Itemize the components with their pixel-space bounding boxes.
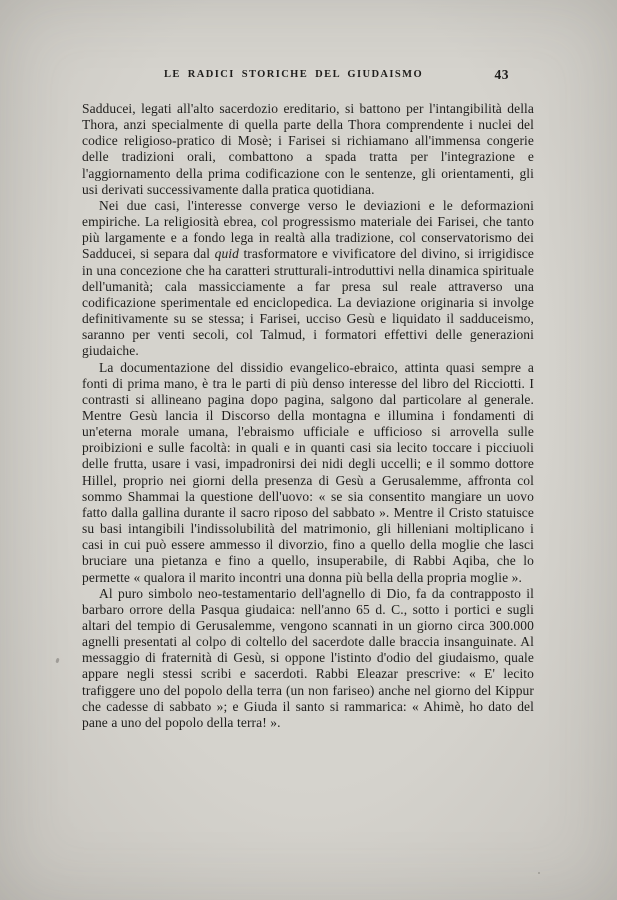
scan-speck — [55, 658, 59, 664]
header-title: LE RADICI STORICHE DEL GIUDAISMO — [163, 69, 424, 80]
paragraph-3-text: La documentazione del dissidio evangelico-ebraico, attinta quasi sempre a fonti di prima mano, è tra le parti di più denso interesse del libro del Ricciotti. I contrasti si allineano pagina dopo pagina, salgono dal particolare al generale. Mentre Gesù lancia il Discorso della montagna e illumina i fondamenti di un'eterna morale umana, l'ebraismo ufficiale e ufficioso si arrovella sulle proibizioni e sulle facoltà: in quali e in quanti casi sia lecito toccare i picciuoli delle frutta, usare i vasi, impadronirsi dei nidi degli uccelli; e il sommo dottore Hillel, proprio nei giorni della presenza di Gesù a Gerusalemme, affronta col sommo Shammai la questione dell'uovo: « se sia consentito mangiare un uovo fatto dalla gallina durante il sacro riposo del sabbato ». Mentre il Cristo statuisce su basi intangibili l'indissolubilità del matrimonio, gli hilleniani moltiplicano i casi in cui può essere ammesso il divorzio, fino a quello della moglie che lasci bruciare una pietanza e fino a quello, insuperabile, di Rabbi Aqiba, che lo permette « qualora il marito incontri una donna più bella della propria moglie ». — [82, 359, 534, 585]
paragraph-3 — [82, 360, 534, 586]
scan-speck — [538, 872, 540, 874]
paragraph-1-text: Sadducei, legati all'alto sacerdozio ereditario, si battono per l'intangibilità della Thora, anzi specialmente di quella parte della Thora comprendente i nuclei del codice religioso-pratico di Mosè; i Farisei si richiamano all'immensa congerie delle tradizioni orali, combattono a spada tratta per l'integrazione e l'aggiornamento della prima codificazione con le sentenze, gli orientamenti, gli usi derivati successivamente dalla pratica quotidiana. — [82, 101, 534, 197]
paragraph-2 — [82, 198, 534, 360]
paragraph-4-text: Al puro simbolo neo-testamentario dell'agnello di Dio, fa da contrapposto il barbaro orrore della Pasqua giudaica: nell'anno 65 d. C., sotto i portici e sugli altari del tempio di Gerusalemme, vengono scannati in un giorno circa 300.000 agnelli presentati al colpo di coltello del sacerdote dalle braccia insanguinate. Al messaggio di fraternità di Gesù, si oppone l'istinto d'odio del giudaismo, quale appare negli stessi scribi e sacerdoti. Rabbi Eleazar prescrive: « E' lecito trafiggere uno del popolo della terra (un non fariseo) anche nel giorno del Kippur che cadesse di sabbato »; e Giuda il santo si rammarica: « Ahimè, ho dato del pane a uno del popolo della terra! ». — [82, 585, 534, 730]
text-block — [82, 101, 534, 731]
paragraph-2-text-before: Nei due casi, l'interesse converge verso le deviazioni e le deformazioni empiriche. La religiosità ebrea, col progressismo materiale dei Farisei, che tanto più largamente e a fondo lega in realtà alla tradizione, col conservatorismo dei Sadducei, si separa dal — [82, 197, 534, 262]
paragraph-1 — [82, 101, 534, 198]
paragraph-2-italic-term: quid — [214, 246, 239, 262]
running-header — [82, 69, 533, 85]
paragraph-2-text-after: trasformatore e vivificatore del divino, si irrigidisce in una concezione che ha caratteri strutturali-introduttivi nella dinamica spirituale dell'umanità; cala massicciamente a far presa sul reale attraverso una codificazione sperimentale ed enciclopedica. La deviazione originaria si involge definitivamente su se stessa; i Farisei, ucciso Gesù e liquidato il sadduceismo, saranno per venti secoli, col Talmud, i formatori effettivi delle generazioni giudaiche. — [82, 246, 534, 359]
page-number: 43 — [494, 67, 509, 82]
paragraph-4 — [82, 586, 534, 731]
